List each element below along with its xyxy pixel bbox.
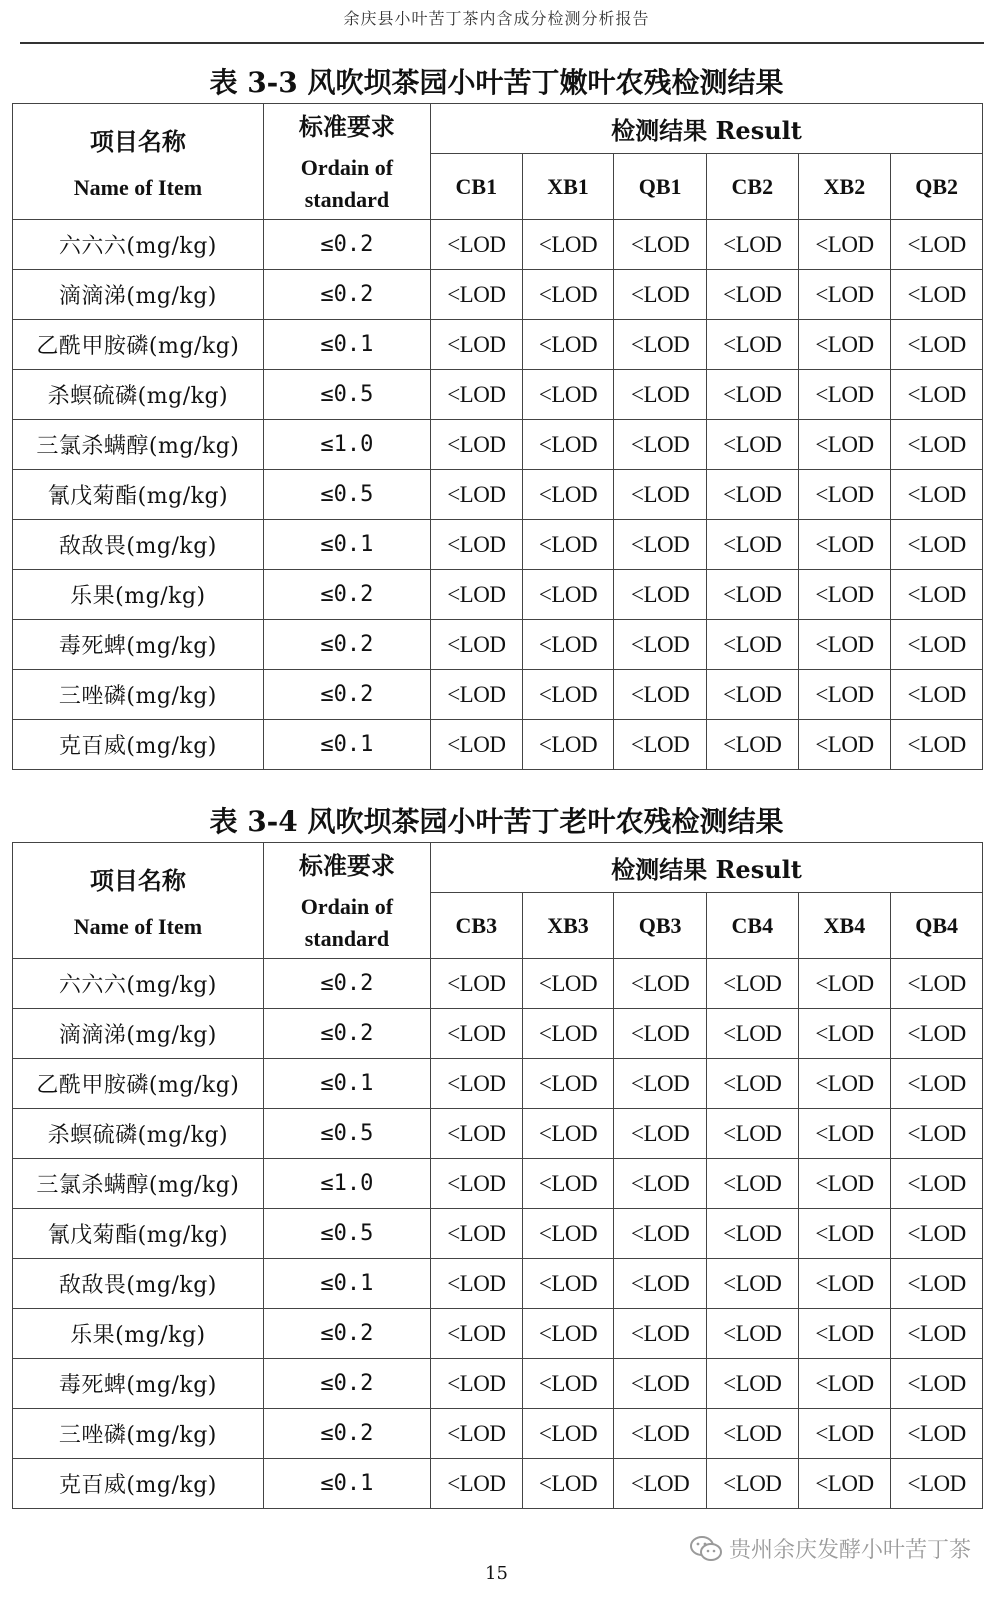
standard-header-cn: 标准要求 [298, 851, 395, 880]
item-name-cell: 滴滴涕(mg/kg) [13, 270, 264, 320]
standard-cell: ≤0.2 [263, 620, 430, 670]
result-cell: <LOD [431, 720, 523, 770]
standard-cell: ≤0.1 [263, 1259, 430, 1309]
result-cell: <LOD [798, 420, 891, 470]
result-cell: <LOD [891, 620, 983, 670]
result-cell: <LOD [706, 720, 798, 770]
sample-header: XB2 [798, 154, 891, 220]
table-3-3-title: 表 3-3 风吹坝茶园小叶苦丁嫩叶农残检测结果 [209, 66, 784, 99]
result-cell: <LOD [798, 959, 891, 1009]
table-row [13, 1259, 983, 1309]
result-cell: <LOD [798, 220, 891, 270]
result-cell: <LOD [706, 570, 798, 620]
result-cell: <LOD [522, 1359, 614, 1409]
sample-header: CB3 [431, 893, 523, 959]
result-cell: <LOD [522, 420, 614, 470]
item-name-cell: 乙酰甲胺磷(mg/kg) [13, 1059, 264, 1109]
item-name-cell: 三氯杀螨醇(mg/kg) [13, 420, 264, 470]
result-cell: <LOD [431, 959, 523, 1009]
result-cell: <LOD [706, 320, 798, 370]
result-header: 检测结果 Result [431, 104, 983, 154]
result-cell: <LOD [891, 320, 983, 370]
result-cell: <LOD [614, 1359, 707, 1409]
standard-cell: ≤0.5 [263, 1109, 430, 1159]
table-3-3 [12, 103, 983, 770]
result-cell: <LOD [798, 1209, 891, 1259]
table-row [13, 420, 983, 470]
result-cell: <LOD [891, 1209, 983, 1259]
watermark-text: 贵州余庆发酵小叶苦丁茶 [728, 1538, 971, 1563]
sample-header: QB4 [891, 893, 983, 959]
result-cell: <LOD [431, 320, 523, 370]
result-cell: <LOD [614, 270, 707, 320]
item-name-cell: 三氯杀螨醇(mg/kg) [13, 1159, 264, 1209]
sample-header: CB2 [706, 154, 798, 220]
result-cell: <LOD [706, 1109, 798, 1159]
watermark [689, 1533, 971, 1564]
standard-cell: ≤0.1 [263, 320, 430, 370]
result-cell: <LOD [431, 1109, 523, 1159]
standard-cell: ≤0.2 [263, 1359, 430, 1409]
header-rule [20, 42, 984, 44]
table-3-4-title: 表 3-4 风吹坝茶园小叶苦丁老叶农残检测结果 [209, 805, 784, 838]
result-cell: <LOD [522, 720, 614, 770]
result-cell: <LOD [891, 1459, 983, 1509]
result-cell: <LOD [522, 1259, 614, 1309]
result-cell: <LOD [891, 370, 983, 420]
result-cell: <LOD [614, 1009, 707, 1059]
result-cell: <LOD [431, 370, 523, 420]
standard-cell: ≤0.5 [263, 470, 430, 520]
item-name-cell: 氰戊菊酯(mg/kg) [13, 470, 264, 520]
standard-header [263, 843, 430, 959]
page-number: 15 [485, 1563, 508, 1584]
result-cell: <LOD [891, 1309, 983, 1359]
standard-cell: ≤0.1 [263, 1059, 430, 1109]
result-cell: <LOD [522, 270, 614, 320]
item-name-cell: 杀螟硫磷(mg/kg) [13, 370, 264, 420]
result-cell: <LOD [706, 1259, 798, 1309]
result-cell: <LOD [522, 220, 614, 270]
result-cell: <LOD [614, 720, 707, 770]
result-cell: <LOD [522, 1309, 614, 1359]
result-cell: <LOD [706, 1209, 798, 1259]
result-cell: <LOD [798, 670, 891, 720]
sample-header: QB3 [614, 893, 707, 959]
result-cell: <LOD [891, 470, 983, 520]
item-header-cn: 项目名称 [89, 866, 186, 895]
table-row [13, 570, 983, 620]
result-cell: <LOD [798, 1359, 891, 1409]
result-cell: <LOD [891, 1009, 983, 1059]
result-cell: <LOD [706, 959, 798, 1009]
result-cell: <LOD [614, 420, 707, 470]
result-cell: <LOD [706, 1459, 798, 1509]
table-row [13, 1309, 983, 1359]
result-cell: <LOD [706, 1009, 798, 1059]
sample-header: QB1 [614, 154, 707, 220]
standard-cell: ≤0.1 [263, 1459, 430, 1509]
standard-cell: ≤0.2 [263, 1009, 430, 1059]
result-cell: <LOD [891, 1159, 983, 1209]
result-cell: <LOD [522, 520, 614, 570]
result-cell: <LOD [891, 1359, 983, 1409]
result-cell: <LOD [798, 1109, 891, 1159]
result-cell: <LOD [614, 520, 707, 570]
result-cell: <LOD [431, 1059, 523, 1109]
item-header-cn: 项目名称 [89, 127, 186, 156]
item-name-cell: 敌敌畏(mg/kg) [13, 520, 264, 570]
standard-header-en-1: Ordain of [300, 155, 394, 180]
standard-cell: ≤0.2 [263, 1309, 430, 1359]
standard-cell: ≤1.0 [263, 1159, 430, 1209]
result-cell: <LOD [891, 1409, 983, 1459]
standard-header-en-1: Ordain of [300, 894, 394, 919]
table-row [13, 1209, 983, 1259]
standard-cell: ≤0.1 [263, 520, 430, 570]
table-row [13, 520, 983, 570]
result-cell: <LOD [798, 1309, 891, 1359]
result-cell: <LOD [431, 420, 523, 470]
standard-cell: ≤0.5 [263, 370, 430, 420]
result-cell: <LOD [891, 420, 983, 470]
result-cell: <LOD [798, 470, 891, 520]
item-name-cell: 敌敌畏(mg/kg) [13, 1259, 264, 1309]
result-cell: <LOD [798, 270, 891, 320]
result-cell: <LOD [431, 470, 523, 520]
result-cell: <LOD [614, 1259, 707, 1309]
item-name-cell: 三唑磷(mg/kg) [13, 1409, 264, 1459]
table-row [13, 620, 983, 670]
result-cell: <LOD [431, 1409, 523, 1459]
table-row [13, 1159, 983, 1209]
result-cell: <LOD [431, 1259, 523, 1309]
result-cell: <LOD [798, 1409, 891, 1459]
result-cell: <LOD [706, 670, 798, 720]
standard-cell: ≤0.5 [263, 1209, 430, 1259]
result-cell: <LOD [614, 470, 707, 520]
table-row [13, 720, 983, 770]
result-cell: <LOD [798, 570, 891, 620]
table-row [13, 959, 983, 1009]
result-cell: <LOD [431, 1359, 523, 1409]
result-cell: <LOD [614, 220, 707, 270]
result-cell: <LOD [431, 670, 523, 720]
result-cell: <LOD [891, 1059, 983, 1109]
result-cell: <LOD [522, 1009, 614, 1059]
result-cell: <LOD [431, 220, 523, 270]
result-cell: <LOD [706, 1409, 798, 1459]
result-cell: <LOD [614, 620, 707, 670]
result-cell: <LOD [431, 520, 523, 570]
standard-cell: ≤0.2 [263, 1409, 430, 1459]
result-cell: <LOD [706, 1159, 798, 1209]
table-row [13, 470, 983, 520]
item-name-cell: 氰戊菊酯(mg/kg) [13, 1209, 264, 1259]
table-row [13, 1109, 983, 1159]
result-cell: <LOD [522, 570, 614, 620]
result-cell: <LOD [706, 420, 798, 470]
sample-header: CB4 [706, 893, 798, 959]
table-row [13, 320, 983, 370]
standard-cell: ≤0.2 [263, 670, 430, 720]
result-cell: <LOD [431, 270, 523, 320]
standard-cell: ≤0.2 [263, 220, 430, 270]
result-cell: <LOD [614, 570, 707, 620]
result-cell: <LOD [522, 670, 614, 720]
item-name-cell: 三唑磷(mg/kg) [13, 670, 264, 720]
table-row [13, 1459, 983, 1509]
result-cell: <LOD [522, 1409, 614, 1459]
table-row [13, 1409, 983, 1459]
item-name-cell: 乙酰甲胺磷(mg/kg) [13, 320, 264, 370]
result-cell: <LOD [522, 1059, 614, 1109]
result-cell: <LOD [798, 1159, 891, 1209]
result-cell: <LOD [522, 370, 614, 420]
result-cell: <LOD [798, 520, 891, 570]
result-cell: <LOD [798, 1009, 891, 1059]
result-cell: <LOD [798, 1059, 891, 1109]
result-cell: <LOD [431, 570, 523, 620]
result-cell: <LOD [706, 470, 798, 520]
table-3-4-body [13, 959, 983, 1509]
item-name-cell: 杀螟硫磷(mg/kg) [13, 1109, 264, 1159]
table-3-4 [12, 842, 983, 1509]
result-cell: <LOD [614, 1209, 707, 1259]
standard-cell: ≤1.0 [263, 420, 430, 470]
result-cell: <LOD [522, 1109, 614, 1159]
standard-cell: ≤0.2 [263, 270, 430, 320]
result-cell: <LOD [891, 220, 983, 270]
table-row [13, 220, 983, 270]
table-3-3-body [13, 220, 983, 770]
table-row [13, 1359, 983, 1409]
result-cell: <LOD [891, 520, 983, 570]
wechat-icon [689, 1535, 723, 1563]
item-name-cell: 毒死蜱(mg/kg) [13, 1359, 264, 1409]
result-cell: <LOD [706, 1059, 798, 1109]
result-cell: <LOD [614, 1159, 707, 1209]
item-name-cell: 毒死蜱(mg/kg) [13, 620, 264, 670]
result-cell: <LOD [522, 1209, 614, 1259]
result-cell: <LOD [614, 1109, 707, 1159]
item-name-cell: 乐果(mg/kg) [13, 570, 264, 620]
table-row [13, 370, 983, 420]
standard-header [263, 104, 430, 220]
result-cell: <LOD [706, 620, 798, 670]
item-header-en: Name of Item [73, 175, 203, 200]
item-header [13, 843, 264, 959]
result-cell: <LOD [706, 1309, 798, 1359]
result-cell: <LOD [431, 1009, 523, 1059]
result-cell: <LOD [431, 1459, 523, 1509]
item-name-cell: 克百威(mg/kg) [13, 720, 264, 770]
result-cell: <LOD [706, 270, 798, 320]
result-cell: <LOD [891, 270, 983, 320]
sample-header: QB2 [891, 154, 983, 220]
item-name-cell: 六六六(mg/kg) [13, 220, 264, 270]
result-cell: <LOD [614, 320, 707, 370]
table-row [13, 1009, 983, 1059]
item-header [13, 104, 264, 220]
result-cell: <LOD [798, 1259, 891, 1309]
table-row [13, 1059, 983, 1109]
sample-header: XB1 [522, 154, 614, 220]
result-cell: <LOD [798, 620, 891, 670]
result-cell: <LOD [798, 1459, 891, 1509]
result-cell: <LOD [798, 720, 891, 770]
result-cell: <LOD [614, 370, 707, 420]
standard-cell: ≤0.2 [263, 959, 430, 1009]
item-name-cell: 滴滴涕(mg/kg) [13, 1009, 264, 1059]
result-cell: <LOD [891, 670, 983, 720]
result-cell: <LOD [522, 1459, 614, 1509]
result-cell: <LOD [522, 959, 614, 1009]
result-cell: <LOD [522, 1159, 614, 1209]
standard-cell: ≤0.2 [263, 570, 430, 620]
result-header: 检测结果 Result [431, 843, 983, 893]
result-cell: <LOD [706, 520, 798, 570]
item-name-cell: 六六六(mg/kg) [13, 959, 264, 1009]
result-cell: <LOD [891, 959, 983, 1009]
result-cell: <LOD [614, 1059, 707, 1109]
result-cell: <LOD [798, 320, 891, 370]
result-cell: <LOD [891, 1259, 983, 1309]
result-cell: <LOD [522, 620, 614, 670]
result-cell: <LOD [798, 370, 891, 420]
result-cell: <LOD [706, 370, 798, 420]
result-cell: <LOD [614, 670, 707, 720]
result-cell: <LOD [614, 1309, 707, 1359]
sample-header: CB1 [431, 154, 523, 220]
result-cell: <LOD [431, 1159, 523, 1209]
standard-header-cn: 标准要求 [298, 112, 395, 141]
result-cell: <LOD [706, 220, 798, 270]
result-cell: <LOD [614, 1409, 707, 1459]
table-row [13, 270, 983, 320]
item-name-cell: 乐果(mg/kg) [13, 1309, 264, 1359]
table-row [13, 670, 983, 720]
standard-cell: ≤0.1 [263, 720, 430, 770]
running-header: 余庆县小叶苦丁茶内含成分检测分析报告 [343, 9, 650, 28]
result-cell: <LOD [891, 570, 983, 620]
result-cell: <LOD [431, 1209, 523, 1259]
sample-header: XB4 [798, 893, 891, 959]
result-cell: <LOD [522, 470, 614, 520]
result-cell: <LOD [522, 320, 614, 370]
result-cell: <LOD [706, 1359, 798, 1409]
item-header-en: Name of Item [73, 914, 203, 939]
result-cell: <LOD [431, 620, 523, 670]
standard-header-en-2: standard [304, 926, 390, 951]
result-cell: <LOD [891, 720, 983, 770]
result-cell: <LOD [614, 959, 707, 1009]
item-name-cell: 克百威(mg/kg) [13, 1459, 264, 1509]
result-cell: <LOD [614, 1459, 707, 1509]
result-cell: <LOD [891, 1109, 983, 1159]
sample-header: XB3 [522, 893, 614, 959]
standard-header-en-2: standard [304, 187, 390, 212]
result-cell: <LOD [431, 1309, 523, 1359]
